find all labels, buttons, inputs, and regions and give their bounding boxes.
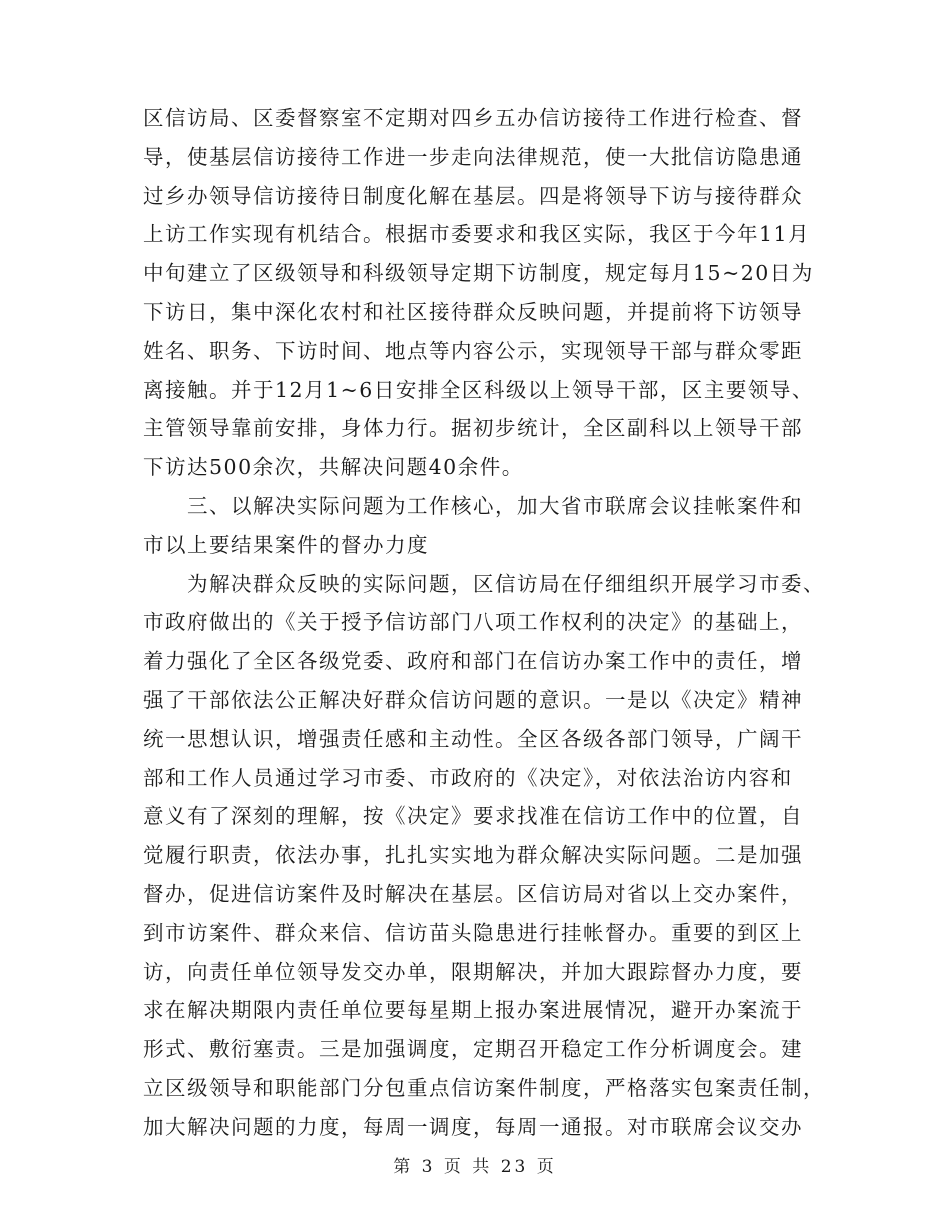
text-line: 导，使基层信访接待工作进一步走向法律规范，使一大批信访隐患通 xyxy=(143,144,803,169)
text-line: 上访工作实现有机结合。根据市委要求和我区实际，我区于今年11月 xyxy=(143,222,811,247)
text-line: 意义有了深刻的理解，按《决定》要求找准在信访工作中的位置，自 xyxy=(143,804,803,829)
text-line: 离接触。并于12月1~6日安排全区科级以上领导干部，区主要领导、 xyxy=(143,377,814,402)
text-line: 到市访案件、群众来信、信访苗头隐患进行挂帐督办。重要的到区上 xyxy=(143,920,803,945)
text-line: 市政府做出的《关于授予信访部门八项工作权利的决定》的基础上， xyxy=(143,610,803,635)
section-heading: 三、以解决实际问题为工作核心，加大省市联席会议挂帐案件和 xyxy=(187,493,803,518)
text-line: 区信访局、区委督察室不定期对四乡五办信访接待工作进行检查、督 xyxy=(143,106,803,130)
text-line: 强了干部依法公正解决好群众信访问题的意识。一是以《决定》精神 xyxy=(143,687,803,712)
text-line: 立区级领导和职能部门分包重点信访案件制度，严格落实包案责任制， xyxy=(143,1075,825,1100)
text-line: 过乡办领导信访接待日制度化解在基层。四是将领导下访与接待群众 xyxy=(143,183,803,208)
body-text xyxy=(143,99,825,1147)
text-line: 着力强化了全区各级党委、政府和部门在信访办案工作中的责任，增 xyxy=(143,649,803,674)
text-line: 主管领导靠前安排，身体力行。据初步统计，全区副科以上领导干部 xyxy=(143,416,803,441)
text-line: 觉履行职责，依法办事，扎扎实实地为群众解决实际问题。二是加强 xyxy=(143,843,803,868)
text-line: 督办，促进信访案件及时解决在基层。区信访局对省以上交办案件， xyxy=(143,881,803,906)
paragraph-start: 为解决群众反映的实际问题，区信访局在仔细组织开展学习市委、 xyxy=(187,571,825,596)
text-line: 访，向责任单位领导发交办单，限期解决，并加大跟踪督办力度，要 xyxy=(143,959,803,984)
text-line: 统一思想认识，增强责任感和主动性。全区各级各部门领导，广阔干 xyxy=(143,726,803,751)
text-line: 部和工作人员通过学习市委、市政府的《决定》，对依法治访内容和 xyxy=(143,765,793,790)
text-line: 下访日，集中深化农村和社区接待群众反映问题，并提前将下访领导 xyxy=(143,299,803,324)
text-line: 下访达500余次，共解决问题40余件。 xyxy=(143,455,524,480)
page-number-footer: 第 3 页 共 23 页 xyxy=(393,1157,557,1177)
text-line: 形式、敷衍塞责。三是加强调度，定期召开稳定工作分析调度会。建 xyxy=(143,1037,803,1062)
text-line: 姓名、职务、下访时间、地点等内容公示，实现领导干部与群众零距 xyxy=(143,338,803,363)
text-line: 求在解决期限内责任单位要每星期上报办案进展情况，避开办案流于 xyxy=(143,998,803,1023)
text-line: 加大解决问题的力度，每周一调度，每周一通报。对市联席会议交办 xyxy=(143,1114,803,1139)
text-line: 中旬建立了区级领导和科级领导定期下访制度，规定每月15~20日为 xyxy=(143,261,814,286)
section-heading-continued: 市以上要结果案件的督办力度 xyxy=(143,532,429,557)
